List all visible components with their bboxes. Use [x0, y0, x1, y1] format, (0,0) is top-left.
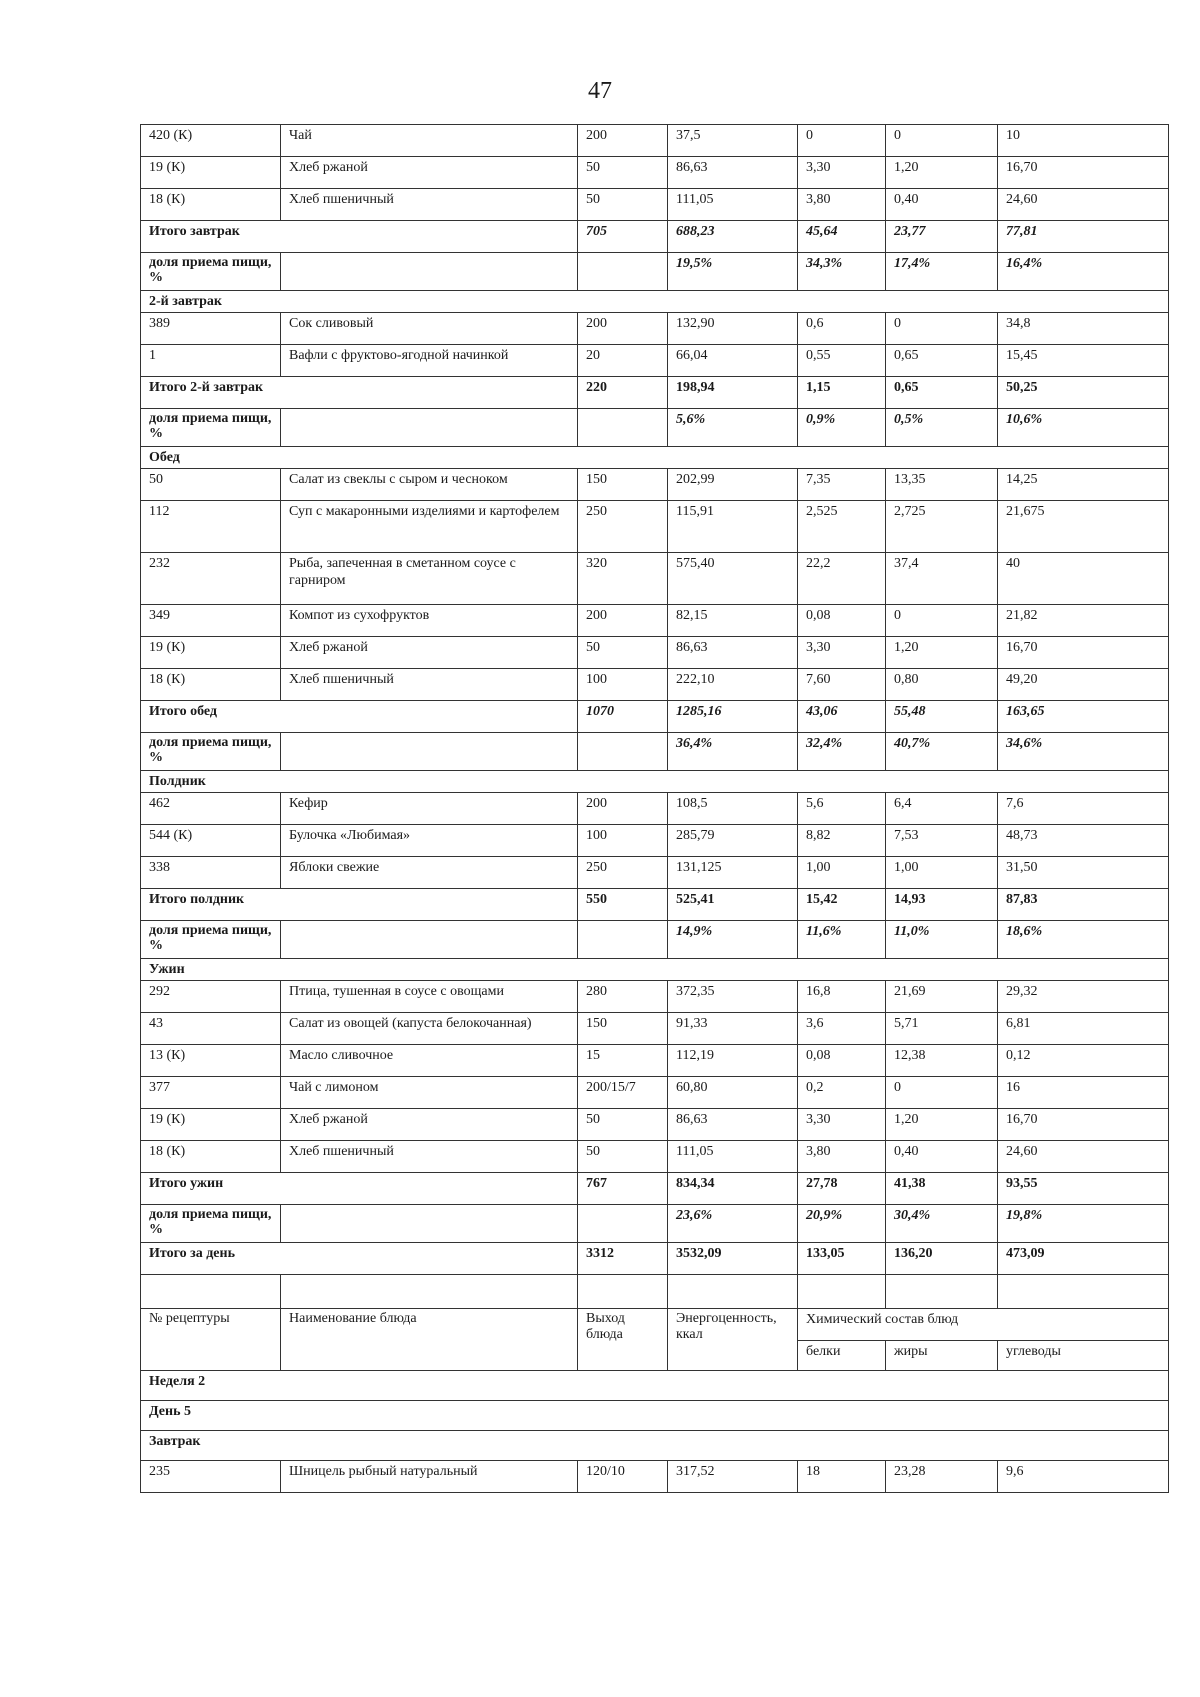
empty-cell — [998, 1275, 1169, 1309]
share-carb: 16,4% — [998, 253, 1169, 291]
dish-name: Сок сливовый — [281, 313, 578, 345]
table-row — [141, 125, 1169, 157]
kcal-value: 91,33 — [668, 1013, 798, 1045]
total-carb: 87,83 — [998, 889, 1169, 921]
share-empty — [578, 1205, 668, 1243]
protein-value: 0,2 — [798, 1077, 886, 1109]
protein-value: 18 — [798, 1461, 886, 1493]
kcal-value: 86,63 — [668, 637, 798, 669]
recipe-code: 292 — [141, 981, 281, 1013]
share-fat: 17,4% — [886, 253, 998, 291]
table-row — [141, 637, 1169, 669]
protein-value: 0,08 — [798, 605, 886, 637]
meal-section-title: Ужин — [141, 959, 1169, 981]
carb-value: 34,8 — [998, 313, 1169, 345]
total-carb: 93,55 — [998, 1173, 1169, 1205]
total-protein: 45,64 — [798, 221, 886, 253]
share-protein: 34,3% — [798, 253, 886, 291]
carb-value: 10 — [998, 125, 1169, 157]
recipe-code: 349 — [141, 605, 281, 637]
total-carb: 163,65 — [998, 701, 1169, 733]
yield-value: 320 — [578, 553, 668, 605]
fat-value: 2,725 — [886, 501, 998, 553]
empty-cell — [886, 1275, 998, 1309]
fat-value: 6,4 — [886, 793, 998, 825]
total-yield: 220 — [578, 377, 668, 409]
share-carb: 18,6% — [998, 921, 1169, 959]
meal-share-row — [141, 253, 1169, 291]
fat-value: 5,71 — [886, 1013, 998, 1045]
fat-value: 0 — [886, 313, 998, 345]
kcal-value: 108,5 — [668, 793, 798, 825]
fat-value: 1,20 — [886, 157, 998, 189]
share-empty — [578, 921, 668, 959]
band-title: Завтрак — [141, 1431, 1169, 1461]
band-title: Неделя 2 — [141, 1371, 1169, 1401]
column-header-row — [141, 1309, 1169, 1341]
empty-cell — [141, 1275, 281, 1309]
meal-share-row — [141, 409, 1169, 447]
table-row — [141, 1109, 1169, 1141]
total-row — [141, 377, 1169, 409]
header-carb: углеводы — [998, 1341, 1169, 1371]
share-protein: 0,9% — [798, 409, 886, 447]
protein-value: 22,2 — [798, 553, 886, 605]
carb-value: 16 — [998, 1077, 1169, 1109]
total-carb: 77,81 — [998, 221, 1169, 253]
total-kcal: 525,41 — [668, 889, 798, 921]
share-fat: 0,5% — [886, 409, 998, 447]
yield-value: 50 — [578, 189, 668, 221]
recipe-code: 338 — [141, 857, 281, 889]
total-protein: 15,42 — [798, 889, 886, 921]
total-kcal: 3532,09 — [668, 1243, 798, 1275]
share-label: доля приема пищи, % — [141, 253, 281, 291]
total-label: Итого завтрак — [141, 221, 578, 253]
band-row — [141, 1401, 1169, 1431]
table-row — [141, 1141, 1169, 1173]
share-kcal: 14,9% — [668, 921, 798, 959]
yield-value: 250 — [578, 857, 668, 889]
table-row — [141, 553, 1169, 605]
dish-name: Хлеб ржаной — [281, 157, 578, 189]
protein-value: 0,6 — [798, 313, 886, 345]
header-fat: жиры — [886, 1341, 998, 1371]
dish-name: Суп с макаронными изделиями и картофелем — [281, 501, 578, 553]
fat-value: 1,20 — [886, 637, 998, 669]
dish-name: Хлеб пшеничный — [281, 669, 578, 701]
dish-name: Салат из свеклы с сыром и чесноком — [281, 469, 578, 501]
yield-value: 280 — [578, 981, 668, 1013]
share-empty — [578, 253, 668, 291]
total-fat: 136,20 — [886, 1243, 998, 1275]
table-row — [141, 313, 1169, 345]
fat-value: 7,53 — [886, 825, 998, 857]
protein-value: 0,55 — [798, 345, 886, 377]
fat-value: 0 — [886, 1077, 998, 1109]
total-yield: 3312 — [578, 1243, 668, 1275]
band-title: День 5 — [141, 1401, 1169, 1431]
total-label: Итого полдник — [141, 889, 578, 921]
meal-section-row — [141, 447, 1169, 469]
table-row — [141, 857, 1169, 889]
share-carb: 10,6% — [998, 409, 1169, 447]
header-yield: Выход блюда — [578, 1309, 668, 1371]
share-label: доля приема пищи, % — [141, 733, 281, 771]
share-label: доля приема пищи, % — [141, 921, 281, 959]
share-label: доля приема пищи, % — [141, 409, 281, 447]
recipe-code: 50 — [141, 469, 281, 501]
yield-value: 250 — [578, 501, 668, 553]
meal-section-row — [141, 771, 1169, 793]
kcal-value: 285,79 — [668, 825, 798, 857]
protein-value: 7,35 — [798, 469, 886, 501]
dish-name: Хлеб пшеничный — [281, 1141, 578, 1173]
kcal-value: 317,52 — [668, 1461, 798, 1493]
carb-value: 7,6 — [998, 793, 1169, 825]
table-row — [141, 793, 1169, 825]
empty-cell — [578, 1275, 668, 1309]
protein-value: 5,6 — [798, 793, 886, 825]
total-label: Итого за день — [141, 1243, 578, 1275]
yield-value: 200 — [578, 793, 668, 825]
table-row — [141, 669, 1169, 701]
dish-name: Чай — [281, 125, 578, 157]
dish-name: Птица, тушенная в соусе с овощами — [281, 981, 578, 1013]
protein-value: 3,30 — [798, 1109, 886, 1141]
kcal-value: 372,35 — [668, 981, 798, 1013]
fat-value: 37,4 — [886, 553, 998, 605]
protein-value: 3,80 — [798, 1141, 886, 1173]
carb-value: 16,70 — [998, 637, 1169, 669]
recipe-code: 19 (К) — [141, 157, 281, 189]
fat-value: 0,40 — [886, 189, 998, 221]
share-kcal: 5,6% — [668, 409, 798, 447]
carb-value: 9,6 — [998, 1461, 1169, 1493]
kcal-value: 111,05 — [668, 189, 798, 221]
yield-value: 100 — [578, 669, 668, 701]
fat-value: 23,28 — [886, 1461, 998, 1493]
share-carb: 19,8% — [998, 1205, 1169, 1243]
recipe-code: 544 (К) — [141, 825, 281, 857]
protein-value: 16,8 — [798, 981, 886, 1013]
yield-value: 200 — [578, 605, 668, 637]
total-protein: 1,15 — [798, 377, 886, 409]
yield-value: 200 — [578, 125, 668, 157]
total-row — [141, 701, 1169, 733]
fat-value: 21,69 — [886, 981, 998, 1013]
yield-value: 20 — [578, 345, 668, 377]
carb-value: 16,70 — [998, 157, 1169, 189]
total-fat: 41,38 — [886, 1173, 998, 1205]
kcal-value: 575,40 — [668, 553, 798, 605]
dish-name: Рыба, запеченная в сметанном соусе с гарниром — [281, 553, 578, 605]
carb-value: 31,50 — [998, 857, 1169, 889]
total-fat: 55,48 — [886, 701, 998, 733]
table-row — [141, 981, 1169, 1013]
recipe-code: 389 — [141, 313, 281, 345]
fat-value: 12,38 — [886, 1045, 998, 1077]
share-empty — [281, 409, 578, 447]
yield-value: 150 — [578, 1013, 668, 1045]
recipe-code: 13 (К) — [141, 1045, 281, 1077]
table-row — [141, 501, 1169, 553]
meal-section-title: Полдник — [141, 771, 1169, 793]
total-label: Итого обед — [141, 701, 578, 733]
header-chem-composition: Химический состав блюд — [798, 1309, 1169, 1341]
empty-cell — [281, 1275, 578, 1309]
protein-value: 2,525 — [798, 501, 886, 553]
yield-value: 50 — [578, 1141, 668, 1173]
meal-section-row — [141, 291, 1169, 313]
kcal-value: 132,90 — [668, 313, 798, 345]
table-row — [141, 605, 1169, 637]
total-row — [141, 1243, 1169, 1275]
yield-value: 15 — [578, 1045, 668, 1077]
kcal-value: 37,5 — [668, 125, 798, 157]
dish-name: Масло сливочное — [281, 1045, 578, 1077]
yield-value: 200/15/7 — [578, 1077, 668, 1109]
total-yield: 767 — [578, 1173, 668, 1205]
carb-value: 24,60 — [998, 1141, 1169, 1173]
total-kcal: 1285,16 — [668, 701, 798, 733]
share-empty — [578, 733, 668, 771]
dish-name: Салат из овощей (капуста белокочанная) — [281, 1013, 578, 1045]
yield-value: 100 — [578, 825, 668, 857]
fat-value: 0 — [886, 605, 998, 637]
carb-value: 16,70 — [998, 1109, 1169, 1141]
header-dish-name: Наименование блюда — [281, 1309, 578, 1371]
carb-value: 48,73 — [998, 825, 1169, 857]
fat-value: 0 — [886, 125, 998, 157]
protein-value: 0,08 — [798, 1045, 886, 1077]
table-row — [141, 1077, 1169, 1109]
total-yield: 1070 — [578, 701, 668, 733]
protein-value: 8,82 — [798, 825, 886, 857]
kcal-value: 82,15 — [668, 605, 798, 637]
total-row — [141, 889, 1169, 921]
kcal-value: 202,99 — [668, 469, 798, 501]
nutrition-table — [140, 124, 1169, 1493]
total-protein: 43,06 — [798, 701, 886, 733]
kcal-value: 86,63 — [668, 157, 798, 189]
fat-value: 0,80 — [886, 669, 998, 701]
kcal-value: 111,05 — [668, 1141, 798, 1173]
recipe-code: 235 — [141, 1461, 281, 1493]
fat-value: 1,20 — [886, 1109, 998, 1141]
meal-section-title: 2-й завтрак — [141, 291, 1169, 313]
total-yield: 550 — [578, 889, 668, 921]
carb-value: 24,60 — [998, 189, 1169, 221]
recipe-code: 112 — [141, 501, 281, 553]
fat-value: 0,40 — [886, 1141, 998, 1173]
recipe-code: 18 (К) — [141, 189, 281, 221]
dish-name: Компот из сухофруктов — [281, 605, 578, 637]
meal-share-row — [141, 733, 1169, 771]
protein-value: 1,00 — [798, 857, 886, 889]
yield-value: 50 — [578, 157, 668, 189]
recipe-code: 19 (К) — [141, 637, 281, 669]
carb-value: 0,12 — [998, 1045, 1169, 1077]
table-row — [141, 1045, 1169, 1077]
page-number: 47 — [588, 78, 612, 104]
dish-name: Яблоки свежие — [281, 857, 578, 889]
share-kcal: 36,4% — [668, 733, 798, 771]
dish-name: Вафли с фруктово-ягодной начинкой — [281, 345, 578, 377]
share-empty — [578, 409, 668, 447]
empty-cell — [668, 1275, 798, 1309]
total-fat: 0,65 — [886, 377, 998, 409]
total-row — [141, 221, 1169, 253]
fat-value: 13,35 — [886, 469, 998, 501]
carb-value: 6,81 — [998, 1013, 1169, 1045]
protein-value: 0 — [798, 125, 886, 157]
yield-value: 120/10 — [578, 1461, 668, 1493]
carb-value: 49,20 — [998, 669, 1169, 701]
recipe-code: 232 — [141, 553, 281, 605]
protein-value: 3,30 — [798, 637, 886, 669]
kcal-value: 86,63 — [668, 1109, 798, 1141]
share-empty — [281, 733, 578, 771]
recipe-code: 462 — [141, 793, 281, 825]
table-row — [141, 469, 1169, 501]
table-row — [141, 189, 1169, 221]
share-empty — [281, 921, 578, 959]
yield-value: 50 — [578, 1109, 668, 1141]
total-protein: 133,05 — [798, 1243, 886, 1275]
protein-value: 3,6 — [798, 1013, 886, 1045]
dish-name: Булочка «Любимая» — [281, 825, 578, 857]
total-carb: 473,09 — [998, 1243, 1169, 1275]
kcal-value: 115,91 — [668, 501, 798, 553]
total-row — [141, 1173, 1169, 1205]
total-protein: 27,78 — [798, 1173, 886, 1205]
total-yield: 705 — [578, 221, 668, 253]
protein-value: 3,30 — [798, 157, 886, 189]
fat-value: 0,65 — [886, 345, 998, 377]
total-kcal: 198,94 — [668, 377, 798, 409]
table-row — [141, 1461, 1169, 1493]
protein-value: 7,60 — [798, 669, 886, 701]
share-empty — [281, 1205, 578, 1243]
dish-name: Чай с лимоном — [281, 1077, 578, 1109]
header-kcal: Энергоценность, ккал — [668, 1309, 798, 1371]
share-empty — [281, 253, 578, 291]
total-fat: 14,93 — [886, 889, 998, 921]
carb-value: 29,32 — [998, 981, 1169, 1013]
meal-share-row — [141, 921, 1169, 959]
recipe-code: 420 (К) — [141, 125, 281, 157]
dish-name: Хлеб ржаной — [281, 1109, 578, 1141]
yield-value: 200 — [578, 313, 668, 345]
total-kcal: 834,34 — [668, 1173, 798, 1205]
share-protein: 20,9% — [798, 1205, 886, 1243]
band-row — [141, 1431, 1169, 1461]
kcal-value: 112,19 — [668, 1045, 798, 1077]
header-protein: белки — [798, 1341, 886, 1371]
table-row — [141, 1013, 1169, 1045]
dish-name: Хлеб ржаной — [281, 637, 578, 669]
carb-value: 15,45 — [998, 345, 1169, 377]
carb-value: 21,675 — [998, 501, 1169, 553]
total-label: Итого 2-й завтрак — [141, 377, 578, 409]
share-protein: 11,6% — [798, 921, 886, 959]
meal-share-row — [141, 1205, 1169, 1243]
carb-value: 14,25 — [998, 469, 1169, 501]
empty-row — [141, 1275, 1169, 1309]
meal-section-title: Обед — [141, 447, 1169, 469]
table-row — [141, 825, 1169, 857]
carb-value: 40 — [998, 553, 1169, 605]
dish-name: Шницель рыбный натуральный — [281, 1461, 578, 1493]
protein-value: 3,80 — [798, 189, 886, 221]
table-row — [141, 157, 1169, 189]
fat-value: 1,00 — [886, 857, 998, 889]
share-carb: 34,6% — [998, 733, 1169, 771]
total-kcal: 688,23 — [668, 221, 798, 253]
total-carb: 50,25 — [998, 377, 1169, 409]
recipe-code: 377 — [141, 1077, 281, 1109]
recipe-code: 1 — [141, 345, 281, 377]
carb-value: 21,82 — [998, 605, 1169, 637]
share-protein: 32,4% — [798, 733, 886, 771]
total-fat: 23,77 — [886, 221, 998, 253]
meal-section-row — [141, 959, 1169, 981]
recipe-code: 18 (К) — [141, 1141, 281, 1173]
header-recipe-code: № рецептуры — [141, 1309, 281, 1371]
total-label: Итого ужин — [141, 1173, 578, 1205]
kcal-value: 60,80 — [668, 1077, 798, 1109]
recipe-code: 18 (К) — [141, 669, 281, 701]
recipe-code: 19 (К) — [141, 1109, 281, 1141]
band-row — [141, 1371, 1169, 1401]
share-fat: 11,0% — [886, 921, 998, 959]
yield-value: 50 — [578, 637, 668, 669]
kcal-value: 66,04 — [668, 345, 798, 377]
share-kcal: 19,5% — [668, 253, 798, 291]
dish-name: Кефир — [281, 793, 578, 825]
share-label: доля приема пищи, % — [141, 1205, 281, 1243]
share-kcal: 23,6% — [668, 1205, 798, 1243]
share-fat: 40,7% — [886, 733, 998, 771]
table-row — [141, 345, 1169, 377]
kcal-value: 131,125 — [668, 857, 798, 889]
empty-cell — [798, 1275, 886, 1309]
recipe-code: 43 — [141, 1013, 281, 1045]
yield-value: 150 — [578, 469, 668, 501]
share-fat: 30,4% — [886, 1205, 998, 1243]
kcal-value: 222,10 — [668, 669, 798, 701]
dish-name: Хлеб пшеничный — [281, 189, 578, 221]
